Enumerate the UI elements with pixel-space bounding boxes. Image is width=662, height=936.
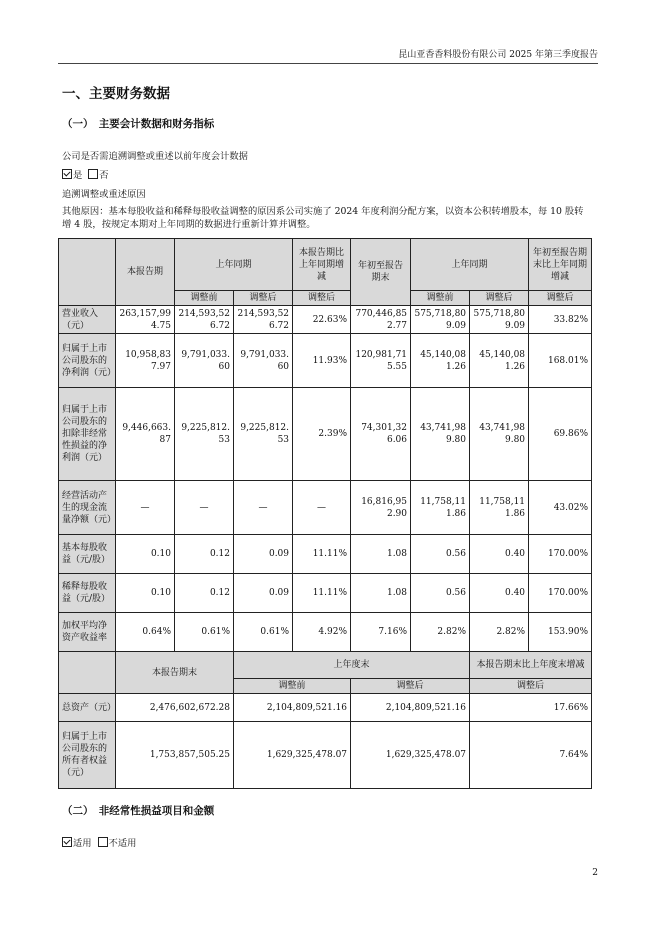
- cell: 9,446,663.87: [116, 388, 175, 481]
- row-label: 经营活动产生的现金流量净额（元）: [59, 481, 116, 535]
- th-end-change-after: 调整后: [470, 679, 592, 694]
- cell: 0.40: [470, 574, 529, 613]
- cell: 0.12: [175, 535, 234, 574]
- restate-reason-text: 其他原因：基本每股收益和稀释每股收益调整的原因系公司实施了 2024 年度利润分配方案，以资本公积转增股本，每 10 股转增 4 股，按规定本期对上年同期的数据进行重新计算并调整。: [62, 206, 584, 230]
- corner-cell-2: [59, 652, 116, 694]
- option-yes-label: 是: [73, 170, 83, 181]
- cell: 0.40: [470, 535, 529, 574]
- row-label: 归属于上市公司股东的净利润（元）: [59, 334, 116, 388]
- restate-options: [62, 167, 109, 181]
- row-label: 归属于上市公司股东的所有者权益（元）: [59, 722, 116, 789]
- th-prior-year-end: 上年度末: [234, 652, 470, 679]
- checkbox-no[interactable]: [88, 169, 98, 179]
- table-row: [59, 535, 592, 574]
- cell: 170.00%: [529, 535, 592, 574]
- cell: 17.66%: [470, 694, 592, 722]
- table-row: [59, 722, 592, 789]
- cell: 45,140,081.26: [470, 334, 529, 388]
- cell: 168.01%: [529, 334, 592, 388]
- cell: 2,476,602,672.28: [116, 694, 234, 722]
- cell: 2.82%: [411, 613, 470, 652]
- cell: 9,791,033.60: [175, 334, 234, 388]
- cell: 16,816,952.90: [351, 481, 411, 535]
- cell: 43,741,989.80: [411, 388, 470, 481]
- th-after: 调整后: [234, 291, 293, 306]
- cell: 45,140,081.26: [411, 334, 470, 388]
- cell: 170.00%: [529, 574, 592, 613]
- cell: 7.16%: [351, 613, 411, 652]
- cell: 11,758,111.86: [470, 481, 529, 535]
- cell: 11,758,111.86: [411, 481, 470, 535]
- cell: 0.61%: [234, 613, 293, 652]
- table-row: [59, 306, 592, 334]
- cell: 120,981,715.55: [351, 334, 411, 388]
- th-change-after: 调整后: [293, 291, 351, 306]
- th-before-2: 调整前: [411, 291, 470, 306]
- cell: —: [234, 481, 293, 535]
- cell: 10,958,837.97: [116, 334, 175, 388]
- table-row: [59, 481, 592, 535]
- cell: 43,741,989.80: [470, 388, 529, 481]
- th-before-3: 调整前: [234, 679, 351, 694]
- cell: 2.39%: [293, 388, 351, 481]
- financial-data-table: [58, 238, 592, 789]
- row-label: 营业收入（元）: [59, 306, 116, 334]
- th-ytd-change: 年初至报告期末比上年同期增减: [529, 239, 592, 291]
- cell: —: [293, 481, 351, 535]
- cell: 0.09: [234, 535, 293, 574]
- option-no-label: 否: [99, 170, 109, 181]
- cell: 0.12: [175, 574, 234, 613]
- cell: 0.56: [411, 574, 470, 613]
- cell: 1.08: [351, 574, 411, 613]
- cell: 2,104,809,521.16: [234, 694, 351, 722]
- th-ytd: 年初至报告期末: [351, 239, 411, 306]
- cell: 7.64%: [470, 722, 592, 789]
- th-prior-ytd: 上年同期: [411, 239, 529, 291]
- cell: 1,629,325,478.07: [234, 722, 351, 789]
- th-period-end: 本报告期末: [116, 652, 234, 694]
- table-row: [59, 574, 592, 613]
- th-change: 本报告期比上年同期增减: [293, 239, 351, 291]
- cell: 0.10: [116, 535, 175, 574]
- th-after-2: 调整后: [470, 291, 529, 306]
- cell: 1.08: [351, 535, 411, 574]
- subsection-title-2: （二） 非经常性损益项目和金额: [62, 805, 215, 817]
- checkbox-apply[interactable]: [62, 837, 72, 847]
- th-after-3: 调整后: [351, 679, 470, 694]
- cell: 4.92%: [293, 613, 351, 652]
- cell: 0.61%: [175, 613, 234, 652]
- cell: 9,225,812.53: [234, 388, 293, 481]
- corner-cell: [59, 239, 116, 306]
- cell: 214,593,526.72: [175, 306, 234, 334]
- row-label: 稀释每股收益（元/股）: [59, 574, 116, 613]
- cell: 1,753,857,505.25: [116, 722, 234, 789]
- cell: 770,446,852.77: [351, 306, 411, 334]
- cell: 1,629,325,478.07: [351, 722, 470, 789]
- cell: 33.82%: [529, 306, 592, 334]
- page-number: 2: [592, 868, 598, 878]
- table-row: [59, 613, 592, 652]
- cell: 575,718,809.09: [470, 306, 529, 334]
- checkbox-yes[interactable]: [62, 169, 72, 179]
- option-not-apply-label: 不适用: [108, 838, 137, 849]
- table-row: [59, 388, 592, 481]
- subsection-title: （一） 主要会计数据和财务指标: [62, 118, 215, 130]
- th-end-change: 本报告期末比上年度末增减: [470, 652, 592, 679]
- section-title: 一、主要财务数据: [62, 86, 170, 102]
- table-row: [59, 334, 592, 388]
- cell: 2,104,809,521.16: [351, 694, 470, 722]
- cell: —: [116, 481, 175, 535]
- th-ytd-change-after: 调整后: [529, 291, 592, 306]
- th-prior: 上年同期: [175, 239, 293, 291]
- row-label: 基本每股收益（元/股）: [59, 535, 116, 574]
- option-apply-label: 适用: [73, 838, 92, 849]
- cell: 263,157,994.75: [116, 306, 175, 334]
- cell: 22.63%: [293, 306, 351, 334]
- cell: 11.11%: [293, 574, 351, 613]
- cell: —: [175, 481, 234, 535]
- cell: 0.64%: [116, 613, 175, 652]
- page-header: [58, 47, 598, 64]
- cell: 575,718,809.09: [411, 306, 470, 334]
- header-text: 昆山亚香香料股份有限公司 2025 年第三季度报告: [398, 50, 598, 60]
- row-label: 总资产（元）: [59, 694, 116, 722]
- row-label: 归属于上市公司股东的扣除非经常性损益的净利润（元）: [59, 388, 116, 481]
- cell: 9,225,812.53: [175, 388, 234, 481]
- cell: 69.86%: [529, 388, 592, 481]
- cell: 153.90%: [529, 613, 592, 652]
- th-before: 调整前: [175, 291, 234, 306]
- cell: 0.56: [411, 535, 470, 574]
- table-row: [59, 694, 592, 722]
- cell: 11.93%: [293, 334, 351, 388]
- cell: 214,593,526.72: [234, 306, 293, 334]
- restate-reason-label: 追溯调整或重述原因: [62, 189, 146, 200]
- cell: 43.02%: [529, 481, 592, 535]
- cell: 0.10: [116, 574, 175, 613]
- checkbox-not-apply[interactable]: [98, 837, 108, 847]
- restate-question: 公司是否需追溯调整或重述以前年度会计数据: [62, 151, 248, 162]
- th-current: 本报告期: [116, 239, 175, 306]
- cell: 0.09: [234, 574, 293, 613]
- cell: 11.11%: [293, 535, 351, 574]
- apply-options: [62, 835, 136, 849]
- cell: 9,791,033.60: [234, 334, 293, 388]
- row-label: 加权平均净资产收益率: [59, 613, 116, 652]
- cell: 2.82%: [470, 613, 529, 652]
- cell: 74,301,326.06: [351, 388, 411, 481]
